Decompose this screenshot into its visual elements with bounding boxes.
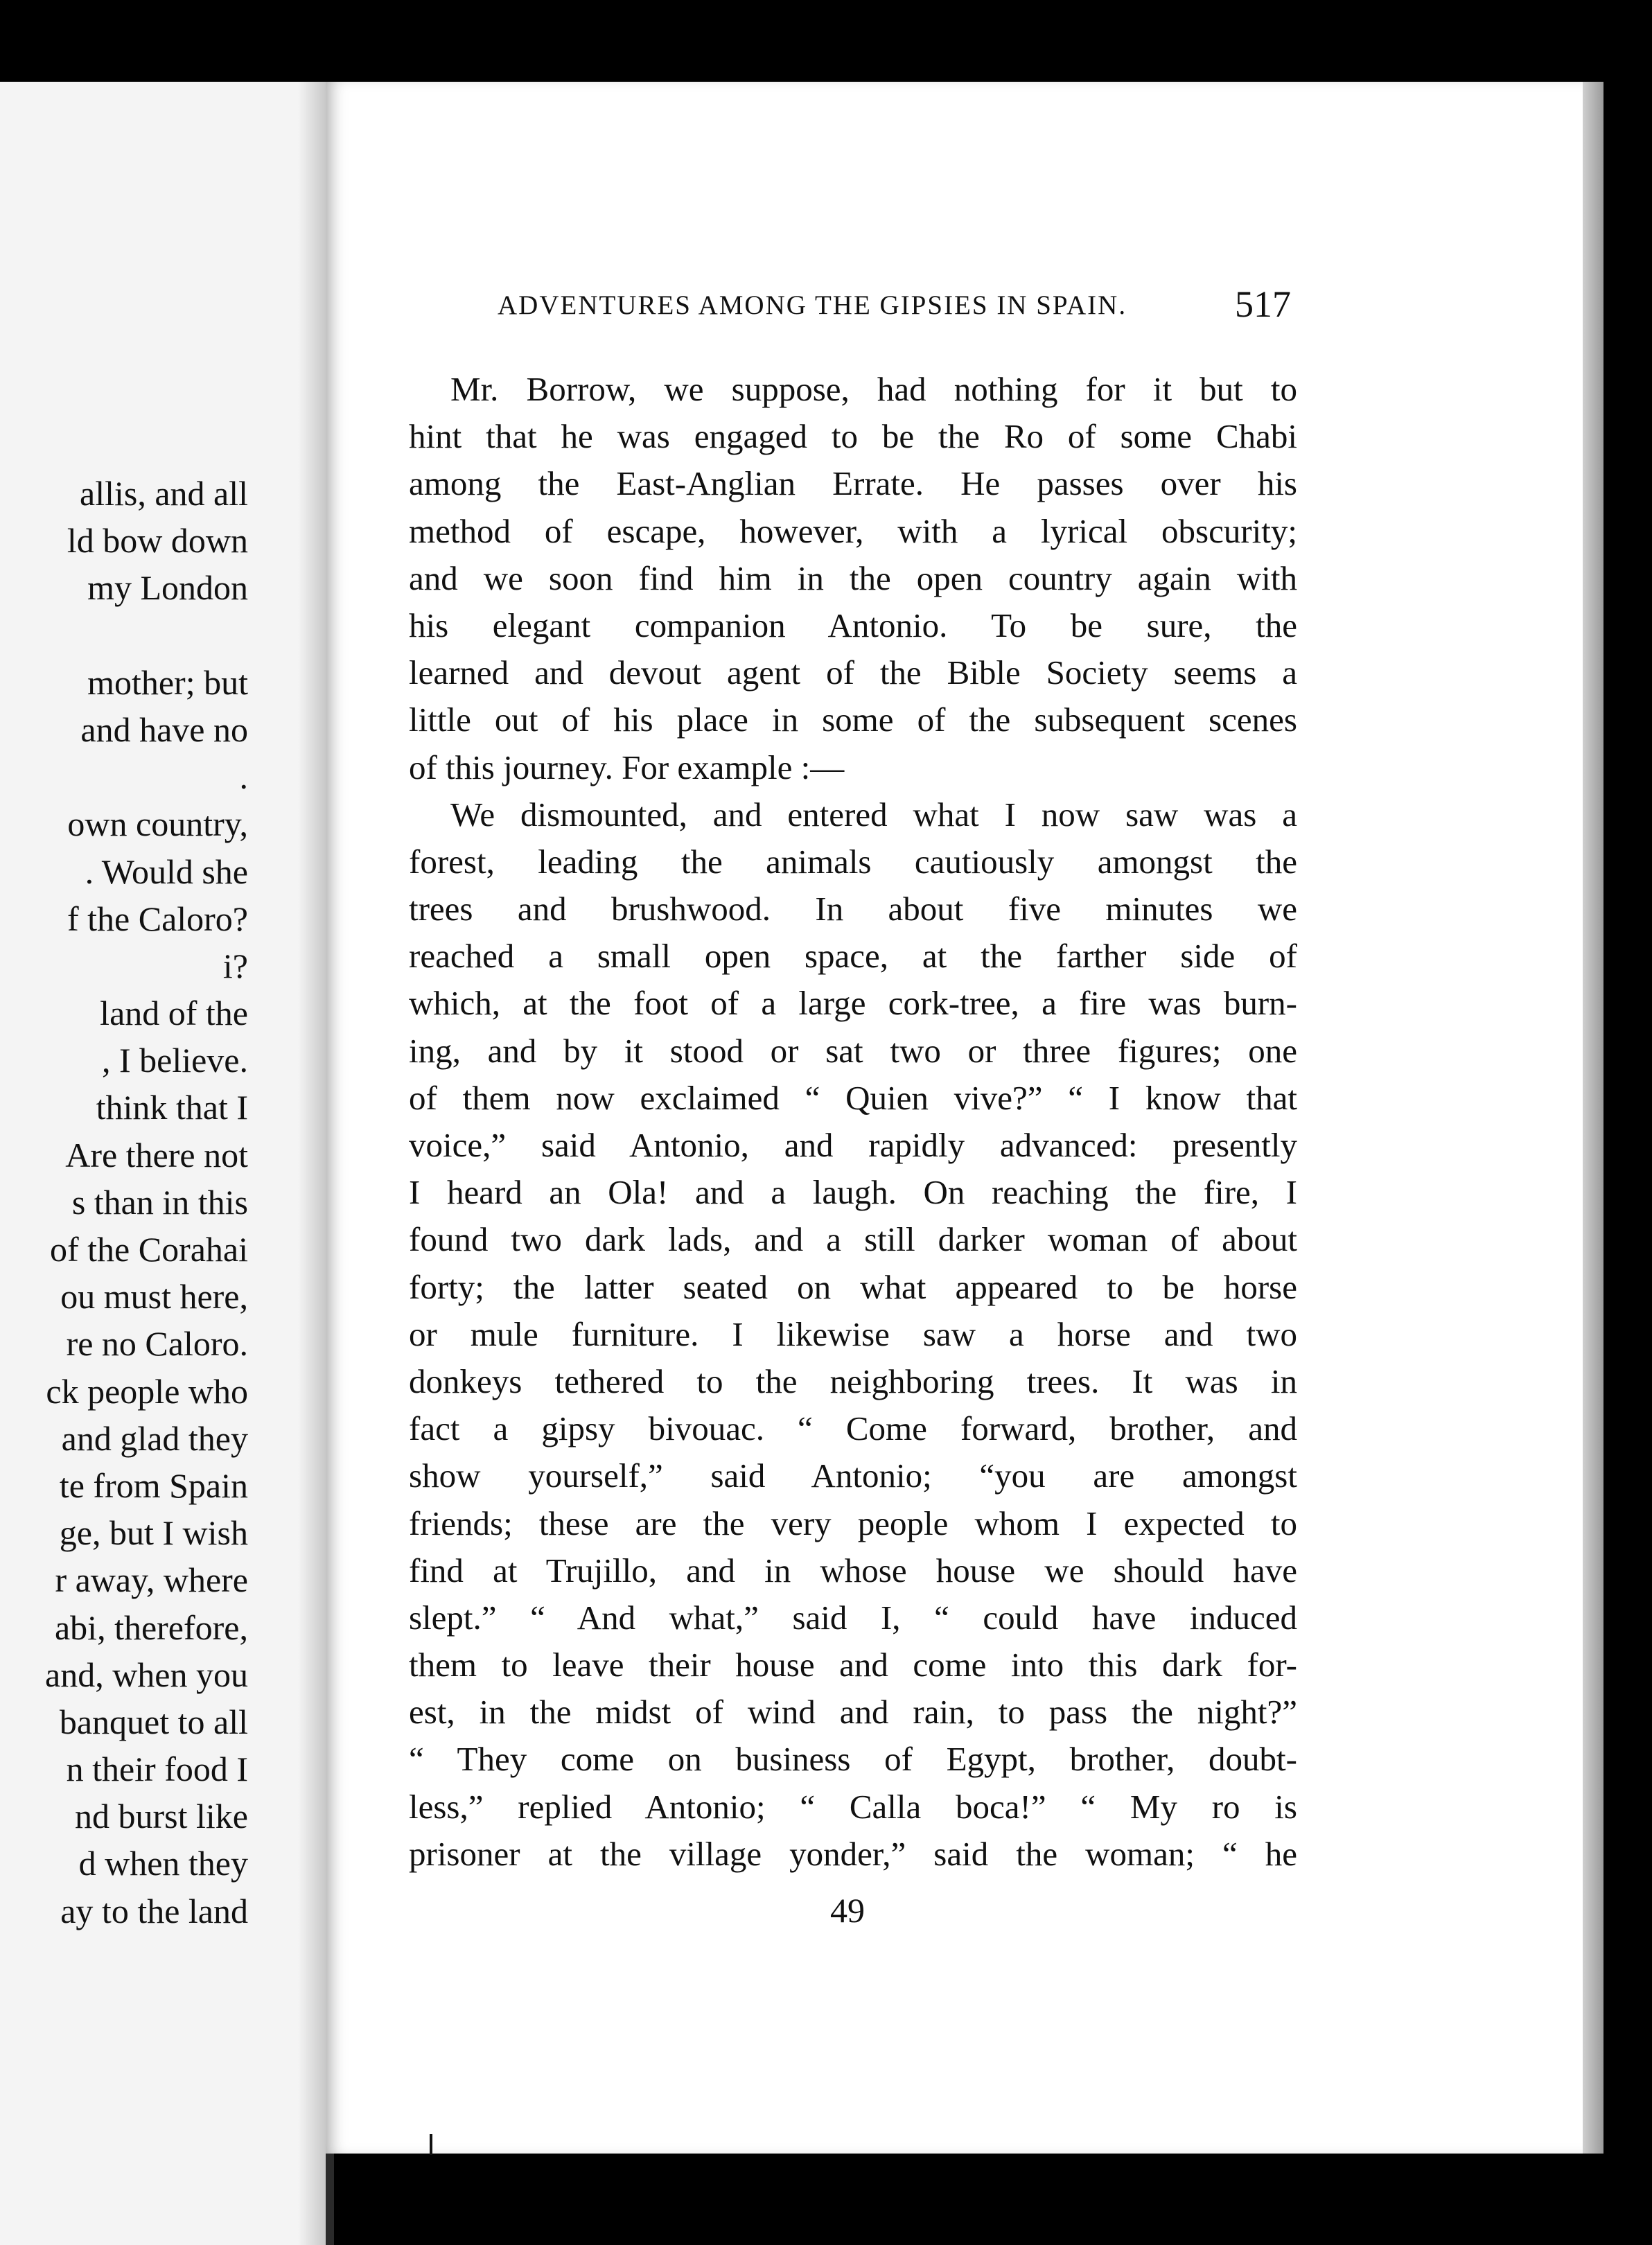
left-text-line: r away, where: [55, 1560, 248, 1600]
text-line: them to leave their house and come into this dark for-: [409, 1646, 1297, 1684]
left-text-line: ge, but I wish: [59, 1513, 248, 1553]
left-text-line: i?: [222, 946, 248, 985]
left-text-line: and have no: [80, 710, 248, 749]
text-line: slept.” “ And what,” said I, “ could have induced: [409, 1598, 1297, 1637]
left-text-line: re no Caloro.: [66, 1324, 248, 1364]
left-page-text: [0, 470, 326, 1935]
text-line: his elegant companion Antonio. To be sure, the: [409, 606, 1297, 644]
text-line: “ They come on business of Egypt, brother, doubt-: [409, 1740, 1297, 1779]
text-line: forty; the latter seated on what appeared to be horse: [409, 1267, 1297, 1306]
text-line: I heard an Ola! and a laugh. On reaching the fire, I: [409, 1173, 1297, 1212]
text-line: less,” replied Antonio; “ Calla boca!” “ My ro is: [409, 1787, 1297, 1826]
page-number: 517: [1235, 283, 1291, 325]
left-text-line: .: [239, 757, 248, 797]
text-line: little out of his place in some of the subsequent scenes: [409, 701, 1297, 739]
left-text-line: own country,: [67, 804, 248, 844]
text-line: which, at the foot of a large cork-tree, a fire was burn-: [409, 984, 1297, 1023]
left-text-line: and, when you: [45, 1655, 248, 1694]
scan-mark: [430, 2134, 432, 2155]
text-line: find at Trujillo, and in whose house we should have: [409, 1551, 1297, 1590]
text-line: method of escape, however, with a lyrical obscurity;: [409, 511, 1297, 550]
left-text-line: [0, 612, 326, 659]
text-line: voice,” said Antonio, and rapidly advanced: presently: [409, 1126, 1297, 1164]
left-text-line: d when they: [78, 1844, 248, 1883]
text-line: Mr. Borrow, we suppose, had nothing for it but to: [450, 370, 1297, 408]
left-text-line: ay to the land: [60, 1891, 248, 1930]
left-text-line: abi, therefore,: [54, 1608, 248, 1647]
left-text-line: ld bow down: [67, 521, 248, 561]
text-line: or mule furniture. I likewise saw a horse and two: [409, 1314, 1297, 1353]
text-line: learned and devout agent of the Bible Society seems a: [409, 653, 1297, 692]
left-facing-page: [0, 82, 328, 2245]
text-line: fact a gipsy bivouac. “ Come forward, brother, and: [409, 1409, 1297, 1448]
text-line: hint that he was engaged to be the Ro of some Chabi: [409, 417, 1297, 456]
text-line: reached a small open space, at the farther side of: [409, 937, 1297, 976]
left-page-gutter-shade: [298, 82, 326, 2245]
left-text-line: nd burst like: [75, 1797, 248, 1836]
left-text-line: think that I: [96, 1088, 248, 1127]
text-line: prisoner at the village yonder,” said the woman; “ he: [409, 1834, 1297, 1873]
text-line: trees and brushwood. In about five minutes we: [409, 890, 1297, 928]
text-line: of this journey. For example :—: [409, 748, 845, 786]
left-text-line: . Would she: [85, 852, 248, 891]
left-text-line: banquet to all: [59, 1702, 248, 1741]
text-line: and we soon find him in the open country again with: [409, 558, 1297, 597]
text-line: forest, leading the animals cautiously amongst the: [409, 842, 1297, 881]
text-line: found two dark lads, and a still darker woman of about: [409, 1220, 1297, 1259]
left-text-line: of the Corahai: [49, 1230, 248, 1269]
running-head: ADVENTURES AMONG THE GIPSIES IN SPAIN.: [498, 290, 1127, 320]
left-text-line: te from Spain: [59, 1465, 248, 1505]
text-line: We dismounted, and entered what I now saw was a: [450, 795, 1297, 834]
left-text-line: and glad they: [61, 1418, 248, 1458]
text-line: of them now exclaimed “ Quien vive?” “ I know that: [409, 1078, 1297, 1117]
left-text-line: , I believe.: [101, 1041, 248, 1080]
text-line: est, in the midst of wind and rain, to pass the night?”: [409, 1693, 1297, 1732]
text-line: friends; these are the very people whom I expected to: [409, 1504, 1297, 1542]
page-edge: [1583, 82, 1603, 2154]
body-text: [409, 366, 1297, 1878]
left-text-line: allis, and all: [80, 474, 248, 513]
left-text-line: s than in this: [71, 1182, 248, 1222]
text-line: among the East-Anglian Errate. He passes over his: [409, 464, 1297, 503]
left-text-line: mother; but: [87, 662, 248, 702]
left-text-line: n their food I: [66, 1750, 248, 1789]
left-text-line: f the Caloro?: [67, 899, 248, 938]
text-line: show yourself,” said Antonio; “you are amongst: [409, 1456, 1297, 1495]
left-text-line: land of the: [100, 994, 248, 1033]
text-line: donkeys tethered to the neighboring trees. It was in: [409, 1362, 1297, 1400]
signature-mark: 49: [830, 1891, 865, 1930]
left-text-line: my London: [87, 568, 248, 608]
left-text-line: ck people who: [46, 1371, 248, 1411]
left-text-line: ou must here,: [60, 1277, 248, 1317]
left-text-line: Are there not: [65, 1135, 248, 1174]
text-line: ing, and by it stood or sat two or three figures; one: [409, 1031, 1297, 1070]
